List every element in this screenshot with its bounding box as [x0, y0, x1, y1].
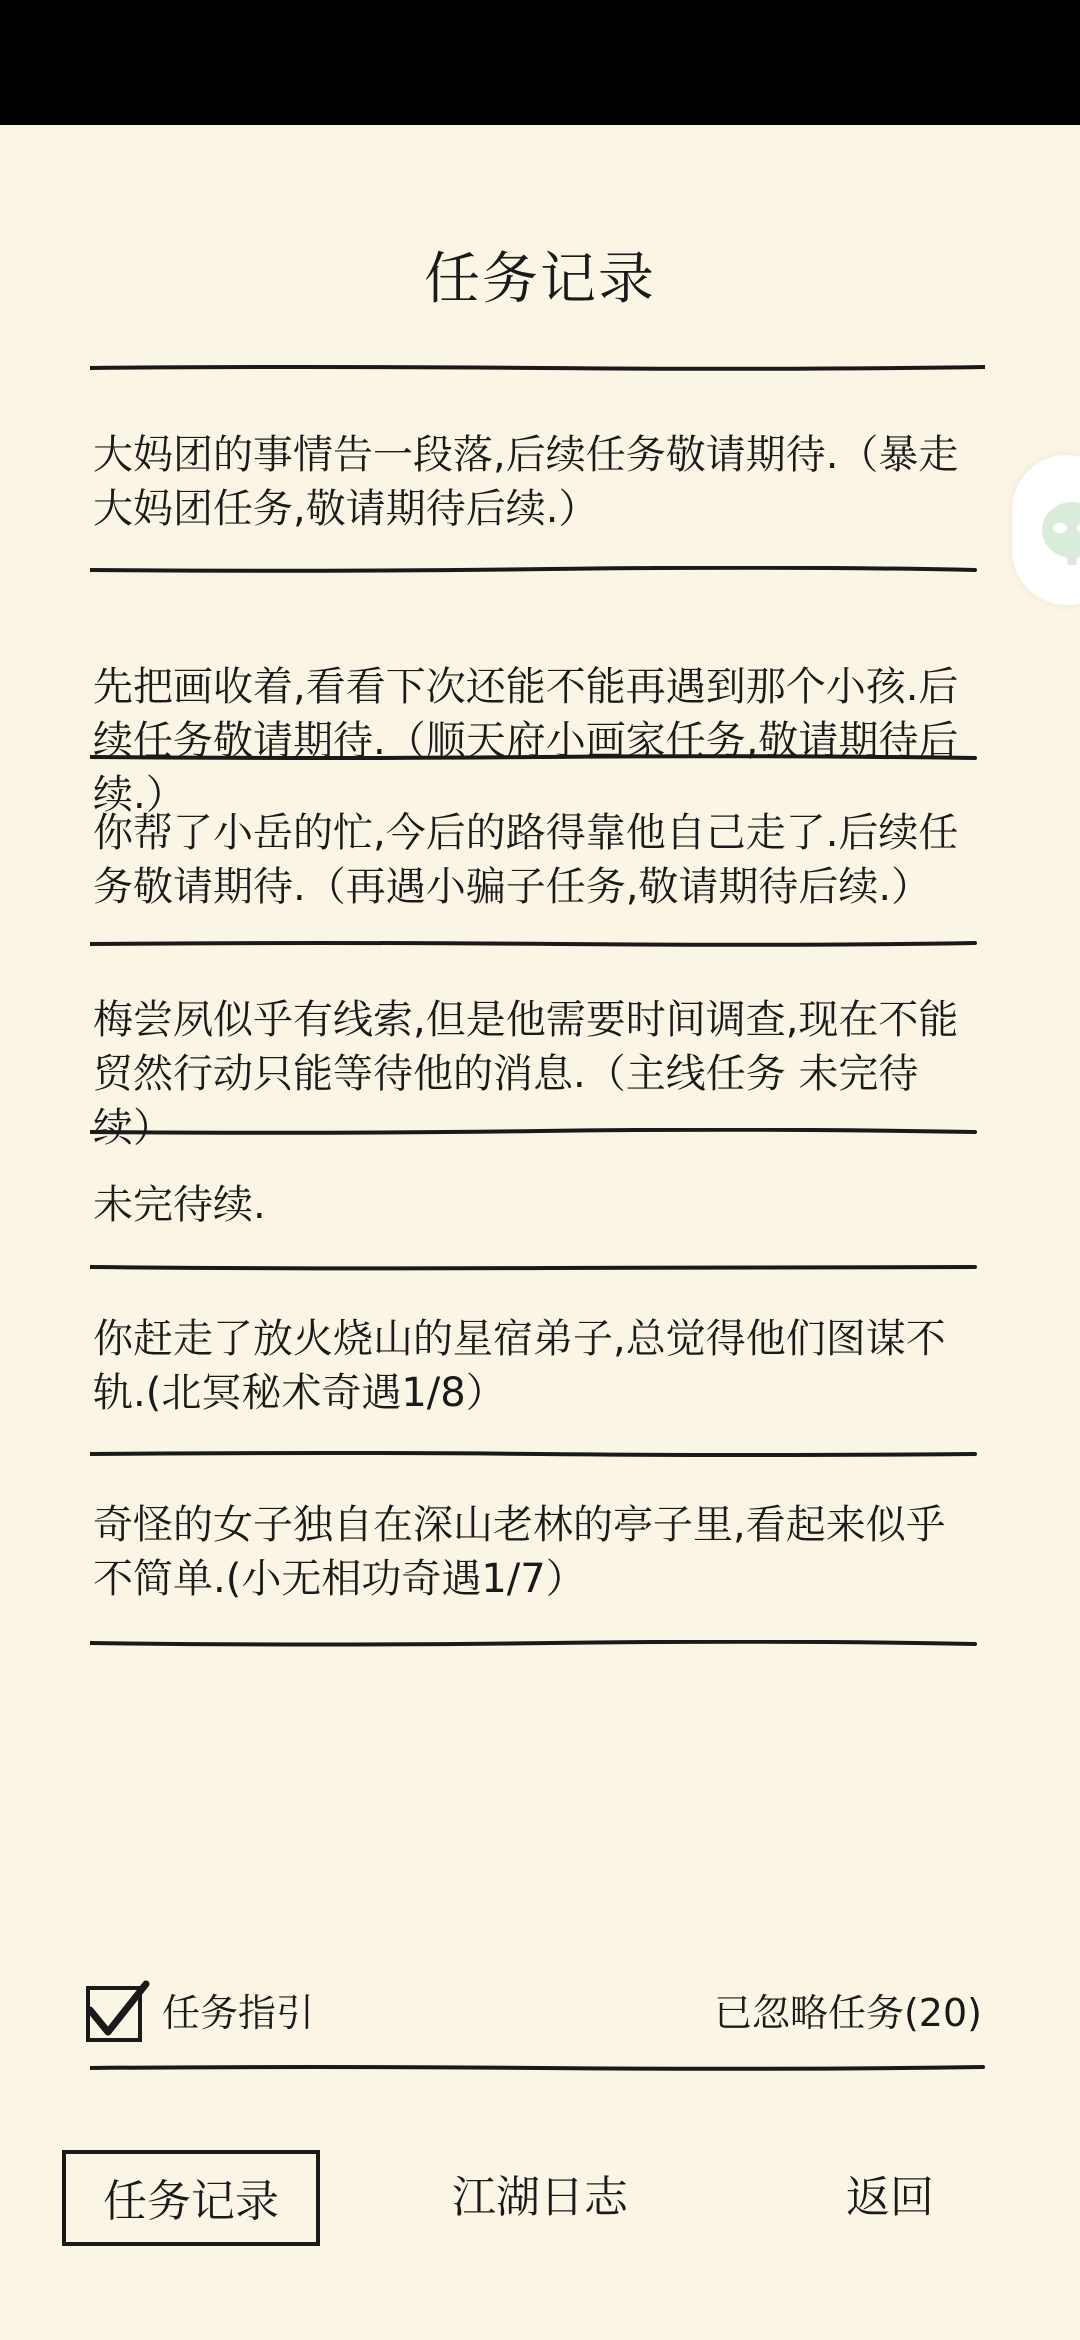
page-title: 任务记录 — [424, 247, 656, 312]
task-entry[interactable]: 你赶走了放火烧山的星宿弟子,总觉得他们图谋不轨.(北冥秘术奇遇1/8） — [93, 1316, 946, 1416]
checkmark-icon — [82, 1980, 152, 2050]
divider — [90, 1450, 985, 1457]
bottom-nav — [0, 2150, 1080, 2250]
divider — [90, 940, 985, 947]
divider — [90, 2064, 985, 2071]
floating-assistant-button[interactable] — [1012, 455, 1080, 605]
divider — [90, 1640, 985, 1647]
task-entry[interactable]: 梅尝夙似乎有线索,但是他需要时间调查,现在不能贸然行动只能等待他的消息.（主线任务 未完待续） — [93, 997, 959, 1151]
task-entry[interactable]: 先把画收着,看看下次还能不能再遇到那个小孩.后续任务敬请期待.（顺天府小画家任务,敬请期待后续.） — [93, 664, 959, 818]
tab-task-records[interactable]: 任务记录 — [62, 2150, 320, 2246]
alien-icon — [1032, 490, 1080, 570]
divider — [90, 1264, 985, 1271]
divider — [90, 754, 985, 761]
divider — [90, 364, 985, 371]
task-guide-row — [82, 1980, 982, 2050]
task-entry[interactable]: 你帮了小岳的忙,今后的路得靠他自己走了.后续任务敬请期待.（再遇小骗子任务,敬请期待后续.） — [93, 810, 959, 910]
back-button[interactable]: 返回 — [846, 2172, 934, 2223]
task-entry[interactable]: 未完待续. — [93, 1182, 266, 1228]
task-guide-label: 任务指引 — [162, 1991, 315, 2035]
tab-jianghu-journal[interactable]: 江湖日志 — [452, 2172, 628, 2223]
status-bar — [0, 0, 1080, 125]
task-guide-checkbox[interactable] — [82, 1980, 148, 2046]
task-entry[interactable]: 奇怪的女子独自在深山老林的亭子里,看起来似乎不简单.(小无相功奇遇1/7） — [93, 1502, 946, 1602]
divider — [90, 566, 985, 573]
task-entry[interactable]: 大妈团的事情告一段落,后续任务敬请期待.（暴走大妈团任务,敬请期待后续.） — [93, 432, 959, 532]
divider — [90, 1128, 985, 1135]
ignored-tasks-link[interactable]: 已忽略任务(20) — [713, 1991, 982, 2035]
